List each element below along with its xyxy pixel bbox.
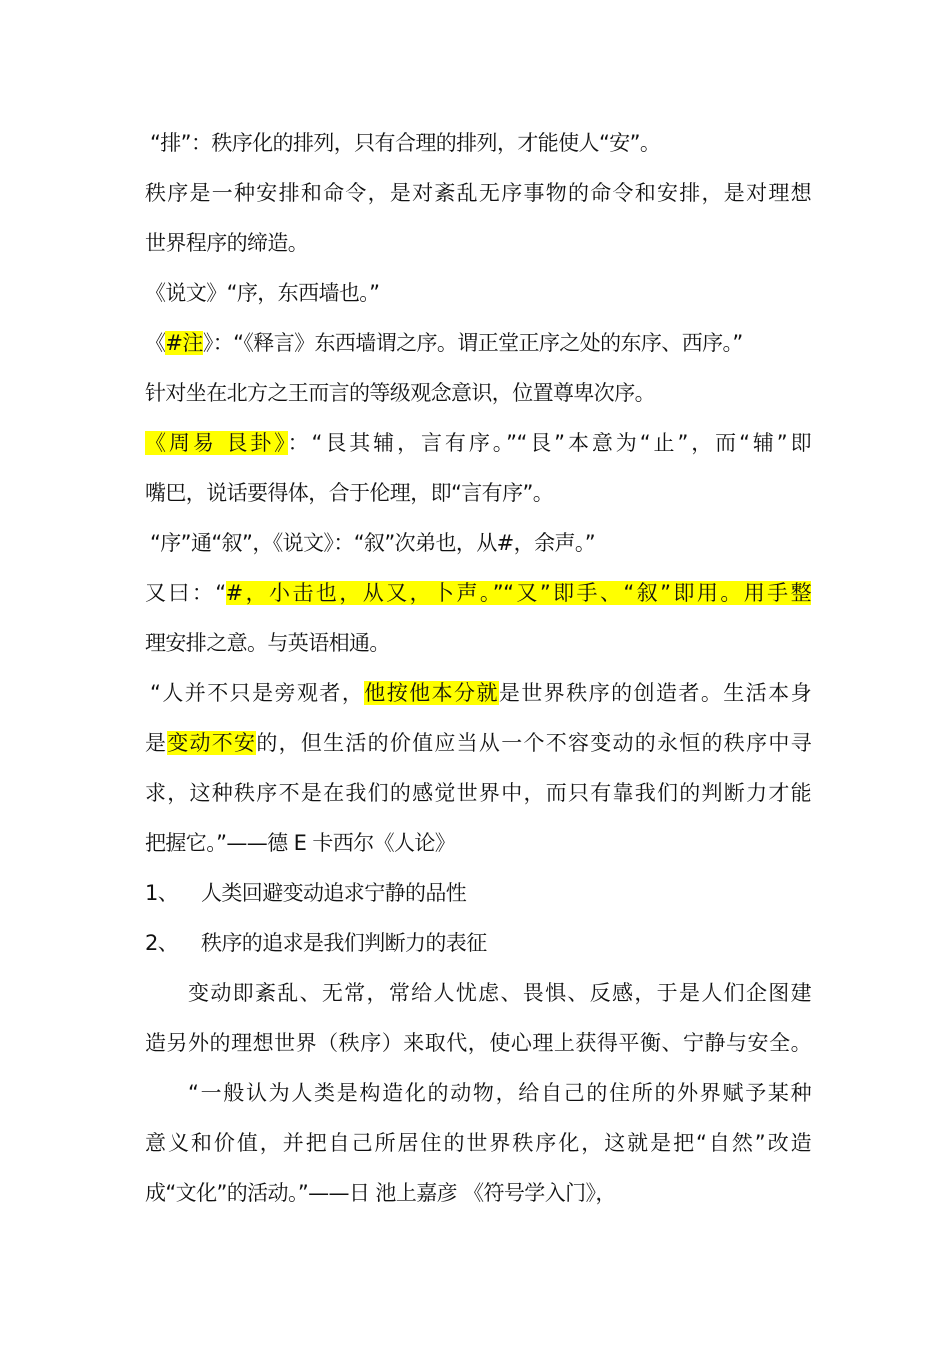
- highlighted-text: #，小击也，从又，卜声。”“又”即手、“叙”即用。用手整: [225, 581, 811, 605]
- text-segment: 嘴巴，说话要得体，合于伦理，即“言有序”。: [145, 481, 554, 505]
- text-line: [188, 976, 811, 1010]
- list-number: 2、: [145, 931, 179, 955]
- text-segment: 变动即紊乱、无常，常给人忧虑、畏惧、反感，于是人们企图建: [188, 981, 811, 1005]
- highlighted-text: #注: [165, 331, 203, 355]
- text-line: [150, 676, 811, 710]
- text-segment: 理安排之意。与英语相通。: [145, 631, 390, 655]
- text-line: [145, 476, 811, 510]
- text-line: [145, 726, 811, 760]
- text-segment: 世界程序的缔造。: [145, 231, 309, 255]
- text-line: [188, 1076, 811, 1110]
- highlighted-text: 《周易 艮卦》: [145, 431, 288, 455]
- list-number: 1、: [145, 881, 179, 905]
- text-line: [145, 1026, 811, 1060]
- text-segment: 成“文化”的活动。”——日 池上嘉彦 《符号学入门》，: [145, 1181, 616, 1205]
- text-segment: 求，这种秩序不是在我们的感觉世界中，而只有靠我们的判断力才能: [145, 781, 811, 805]
- text-segment: “序”通“叙”，《说文》：“叙”次弟也，从#，余声。”: [150, 531, 596, 555]
- text-line: [145, 376, 811, 410]
- text-segment: 的，但生活的价值应当从一个不容变动的永恒的秩序中寻: [256, 731, 811, 755]
- text-segment: “人并不只是旁观者，: [150, 681, 365, 705]
- list-item: [145, 876, 811, 910]
- text-segment: 把握它。”——德 E 卡西尔《人论》: [145, 831, 456, 855]
- highlighted-text: 变动不安: [167, 731, 257, 755]
- text-segment: 《说文》“序，东西墙也。”: [145, 281, 380, 305]
- text-segment: 秩序是一种安排和命令，是对紊乱无序事物的命令和安排，是对理想: [145, 181, 811, 205]
- text-segment: ：“艮其辅，言有序。”“艮”本意为“止”，而“辅”即: [287, 431, 811, 455]
- text-segment: 针对坐在北方之王而言的等级观念意识，位置尊卑次序。: [145, 381, 655, 405]
- list-item: [145, 926, 811, 960]
- text-line: [145, 426, 811, 460]
- text-line: [150, 126, 816, 160]
- text-line: [145, 1176, 811, 1210]
- text-line: [150, 526, 816, 560]
- text-line: [145, 576, 811, 610]
- text-segment: 是世界秩序的创造者。生活本身: [498, 681, 811, 705]
- text-segment: 意义和价值，并把自己所居住的世界秩序化，这就是把“自然”改造: [145, 1131, 811, 1155]
- text-segment: “排”：秩序化的排列，只有合理的排列，才能使人“安”。: [150, 131, 661, 155]
- text-segment: “一般认为人类是构造化的动物，给自己的住所的外界赋予某种: [188, 1081, 811, 1105]
- text-line: [145, 326, 811, 360]
- text-line: [145, 226, 811, 260]
- text-line: [145, 176, 811, 210]
- text-segment: 是: [145, 731, 168, 755]
- text-segment: 又曰：“: [145, 581, 226, 605]
- text-segment: 人类回避变动追求宁静的品性: [201, 881, 467, 905]
- text-segment: 秩序的追求是我们判断力的表征: [201, 931, 487, 955]
- text-line: [145, 626, 811, 660]
- text-line: [145, 1126, 811, 1160]
- text-segment: 》：“《释言》东西墙谓之序。谓正堂正序之处的东序、西序。”: [202, 331, 743, 355]
- text-line: [145, 826, 811, 860]
- highlighted-text: 他按他本分就: [364, 681, 499, 705]
- text-line: [145, 276, 811, 310]
- text-segment: 《: [145, 331, 166, 355]
- text-line: [145, 776, 811, 810]
- text-segment: 造另外的理想世界（秩序）来取代，使心理上获得平衡、宁静与安全。: [145, 1031, 811, 1055]
